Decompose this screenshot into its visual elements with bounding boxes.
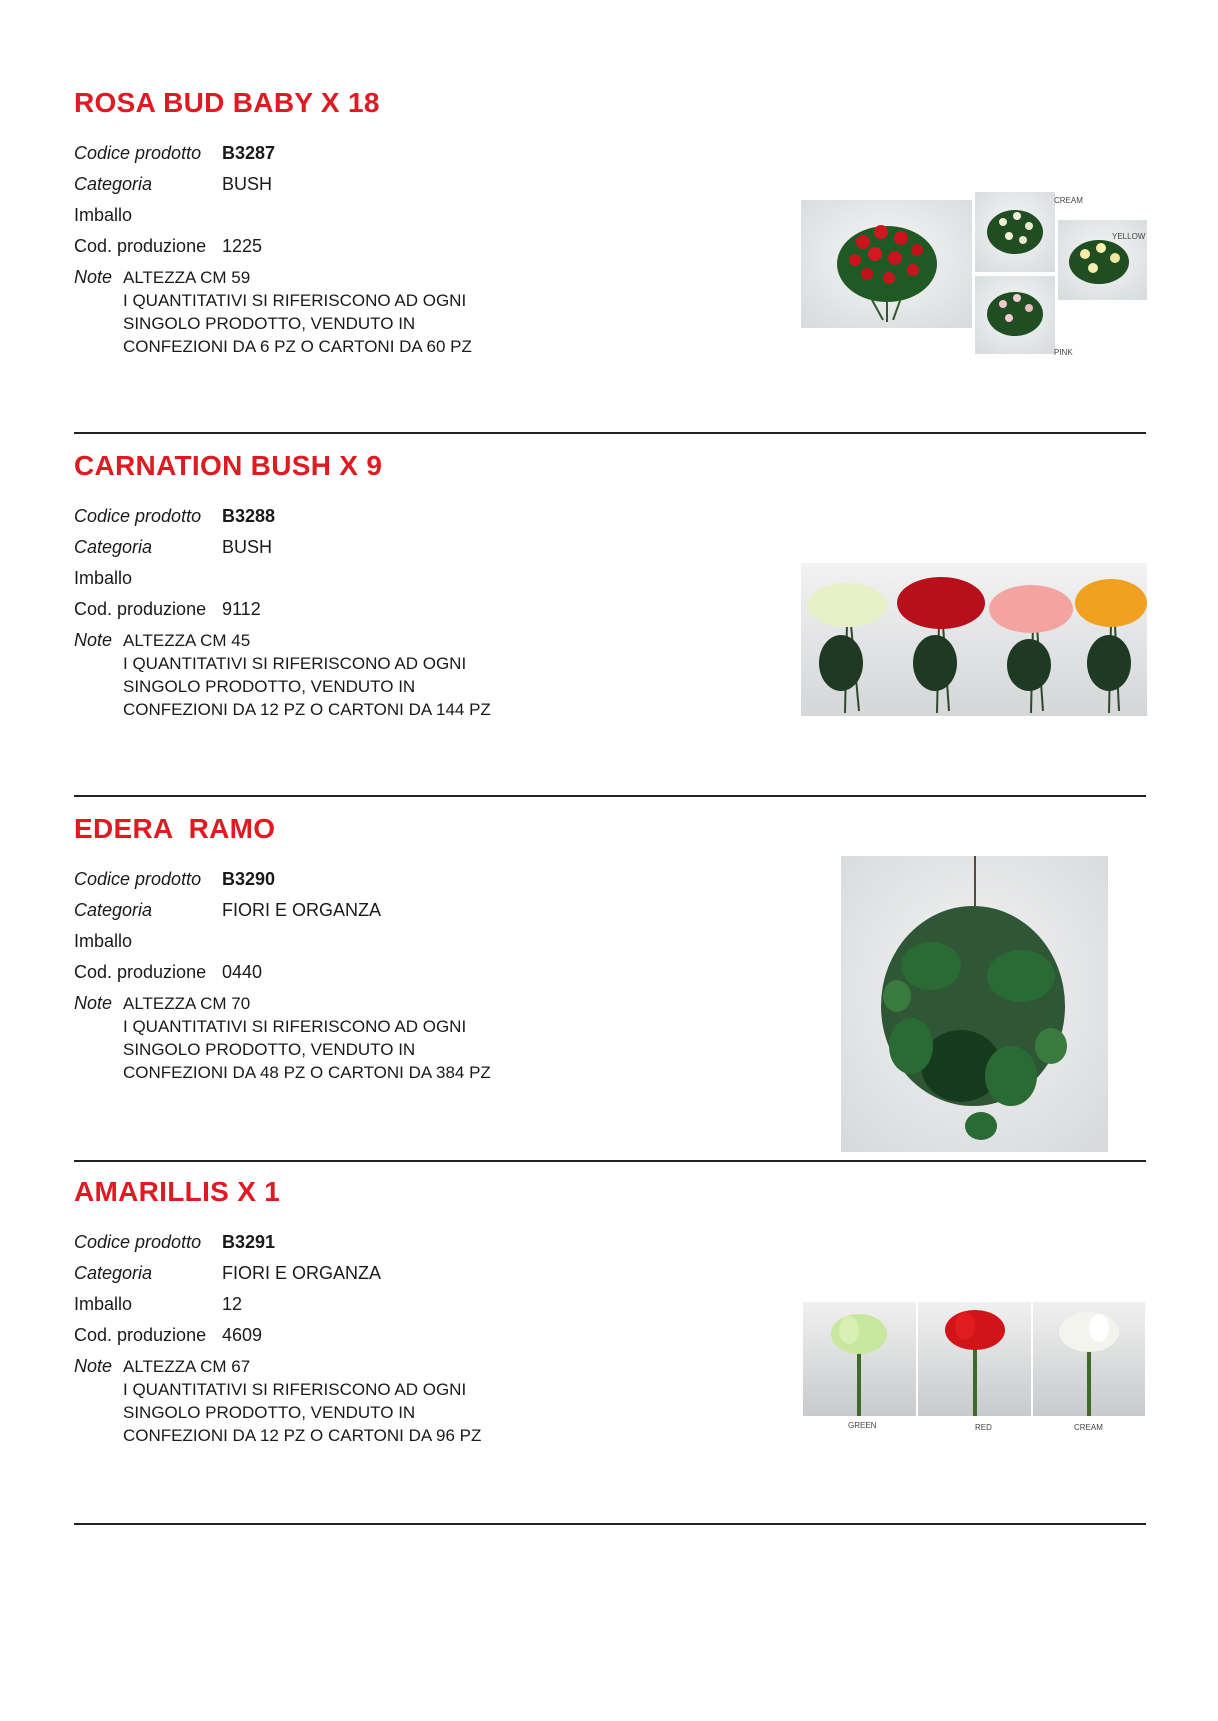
packaging-row: [74, 204, 222, 226]
product-amarillis: [74, 1176, 1146, 1541]
note-line: I QUANTITATIVI SI RIFERISCONO AD OGNI: [123, 1380, 467, 1399]
product-edera-ramo: [74, 813, 1146, 1178]
section-divider: [74, 1160, 1146, 1162]
note-line: I QUANTITATIVI SI RIFERISCONO AD OGNI: [123, 291, 467, 310]
category-value: BUSH: [222, 174, 273, 194]
category-value: FIORI E ORGANZA: [222, 1263, 382, 1283]
production-code-row: [74, 235, 262, 257]
note-text: [123, 1355, 481, 1447]
note-line: CONFEZIONI DA 12 PZ O CARTONI DA 144 PZ: [123, 700, 491, 719]
packaging-row: [74, 930, 222, 952]
packaging-label: Imballo: [74, 1294, 133, 1314]
section-divider: [74, 1523, 1146, 1525]
note-line: CONFEZIONI DA 6 PZ O CARTONI DA 60 PZ: [123, 337, 472, 356]
note-text: [123, 629, 491, 721]
code-value: B3290: [222, 869, 276, 889]
code-value: B3288: [222, 506, 276, 526]
packaging-label: Imballo: [74, 931, 133, 951]
amaryllis-cream: [1033, 1302, 1145, 1416]
packaging-row: [74, 567, 222, 589]
caption-cream: CREAM: [1074, 1423, 1103, 1432]
note-row: [74, 629, 123, 651]
code-label: Codice prodotto: [74, 506, 202, 526]
code-value: B3291: [222, 1232, 276, 1252]
note-line: ALTEZZA CM 67: [123, 1357, 251, 1376]
code-row: [74, 1231, 275, 1253]
product-photo-ivy: [841, 856, 1108, 1152]
production-code-row: [74, 961, 262, 983]
packaging-label: Imballo: [74, 205, 133, 225]
category-label: Categoria: [74, 174, 153, 194]
production-code-label: Cod. produzione: [74, 962, 207, 982]
product-title: AMARILLIS X 1: [74, 1176, 281, 1207]
note-line: ALTEZZA CM 59: [123, 268, 251, 287]
product-title: EDERA RAMO: [74, 813, 276, 844]
production-code-value: 4609: [222, 1325, 263, 1345]
production-code-value: 9112: [222, 599, 261, 619]
caption-pink: PINK: [1054, 348, 1073, 357]
packaging-label: Imballo: [74, 568, 133, 588]
category-label: Categoria: [74, 1263, 153, 1283]
note-line: I QUANTITATIVI SI RIFERISCONO AD OGNI: [123, 654, 467, 673]
section-divider: [74, 795, 1146, 797]
product-photo-amaryllis: [803, 1302, 1145, 1416]
amaryllis-green: [803, 1302, 916, 1416]
note-label: Note: [74, 630, 113, 650]
product-title: CARNATION BUSH X 9: [74, 450, 383, 481]
code-row: [74, 868, 275, 890]
category-row: [74, 536, 272, 558]
production-code-value: 0440: [222, 962, 263, 982]
note-line: CONFEZIONI DA 12 PZ O CARTONI DA 96 PZ: [123, 1426, 482, 1445]
code-label: Codice prodotto: [74, 143, 202, 163]
note-row: [74, 992, 123, 1014]
production-code-row: [74, 598, 261, 620]
packaging-row: [74, 1293, 242, 1315]
code-label: Codice prodotto: [74, 869, 202, 889]
category-label: Categoria: [74, 537, 153, 557]
caption-green: GREEN: [848, 1421, 877, 1430]
category-value: BUSH: [222, 537, 273, 557]
category-label: Categoria: [74, 900, 153, 920]
note-line: ALTEZZA CM 70: [123, 994, 251, 1013]
category-row: [74, 1262, 381, 1284]
production-code-label: Cod. produzione: [74, 599, 207, 619]
note-line: SINGOLO PRODOTTO, VENDUTO IN: [123, 1403, 416, 1422]
product-photo-carnations: [801, 563, 1147, 716]
note-line: SINGOLO PRODOTTO, VENDUTO IN: [123, 314, 416, 333]
note-text: [123, 266, 472, 358]
production-code-row: [74, 1324, 262, 1346]
product-title: ROSA BUD BABY X 18: [74, 87, 380, 118]
product-carnation-bush: [74, 450, 1146, 815]
product-photo-roses: [801, 192, 1147, 354]
note-label: Note: [74, 267, 113, 287]
code-label: Codice prodotto: [74, 1232, 202, 1252]
code-value: B3287: [222, 143, 276, 163]
production-code-label: Cod. produzione: [74, 236, 207, 256]
note-line: SINGOLO PRODOTTO, VENDUTO IN: [123, 677, 416, 696]
caption-cream: CREAM: [1054, 196, 1083, 205]
note-label: Note: [74, 1356, 113, 1376]
category-value: FIORI E ORGANZA: [222, 900, 382, 920]
amaryllis-red: [918, 1302, 1031, 1416]
caption-red: RED: [975, 1423, 992, 1432]
note-line: CONFEZIONI DA 48 PZ O CARTONI DA 384 PZ: [123, 1063, 491, 1082]
category-row: [74, 173, 272, 195]
note-line: SINGOLO PRODOTTO, VENDUTO IN: [123, 1040, 416, 1059]
product-rosa-bud-baby: [74, 87, 1146, 452]
note-text: [123, 992, 491, 1084]
production-code-value: 1225: [222, 236, 263, 256]
note-row: [74, 266, 123, 288]
packaging-value: 12: [222, 1294, 243, 1314]
caption-yellow: YELLOW: [1112, 232, 1146, 241]
production-code-label: Cod. produzione: [74, 1325, 207, 1345]
note-row: [74, 1355, 123, 1377]
code-row: [74, 505, 275, 527]
code-row: [74, 142, 275, 164]
note-line: I QUANTITATIVI SI RIFERISCONO AD OGNI: [123, 1017, 467, 1036]
section-divider: [74, 432, 1146, 434]
note-label: Note: [74, 993, 113, 1013]
note-line: ALTEZZA CM 45: [123, 631, 251, 650]
category-row: [74, 899, 381, 921]
